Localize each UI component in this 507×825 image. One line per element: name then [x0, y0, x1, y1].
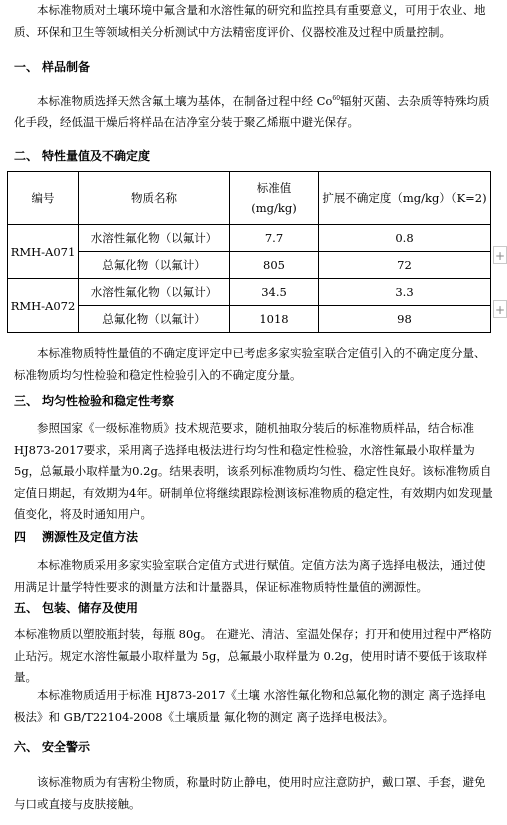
- section-4-heading: [14, 527, 138, 547]
- row-value: 1018: [230, 306, 319, 333]
- row-name: 总氟化物（以氟计）: [79, 252, 230, 279]
- section-5-paragraph-1: 本标准物质以塑胶瓶封装，每瓶 80g。 在避光、清洁、室温处保存；打开和使用过程中严格防止玷污。规定水溶性氟最小取样量为 5g，总氟最小取样量为 0.2g，使用时请不要低于该取样量。: [14, 627, 492, 684]
- section-2-number: 二、: [14, 149, 39, 163]
- row-uncertainty: 0.8: [319, 225, 491, 252]
- section-1-number: 一、: [14, 60, 39, 74]
- row-value: 34.5: [230, 279, 319, 306]
- section-4-number: 四: [14, 530, 27, 544]
- section-2-title: 特性量值及不确定度: [42, 149, 151, 163]
- section-6-heading: [14, 737, 90, 757]
- section-6-paragraph: 该标准物质为有害粉尘物质，称量时防止静电，使用时应注意防护，戴口罩、手套，避免与口或直接与皮肤接触。: [14, 775, 486, 811]
- row-name: 水溶性氟化物（以氟计）: [79, 225, 230, 252]
- header-name: 物质名称: [79, 172, 230, 225]
- row-code: RMH-A072: [8, 279, 79, 333]
- section-2-note: 本标准物质特性量值的不确定度评定中已考虑多家实验室联合定值引入的不确定度分量、标准物质均匀性检验和稳定性检验引入的不确定度分量。: [14, 346, 486, 382]
- section-5-number: 五、: [14, 601, 39, 615]
- section-6-number: 六、: [14, 740, 39, 754]
- property-value-table: [7, 171, 491, 333]
- header-code: 编号: [8, 172, 79, 225]
- section-3-title: 均匀性检验和稳定性考察: [42, 394, 175, 408]
- section-6-title: 安全警示: [42, 740, 91, 754]
- section-4-paragraph: 本标准物质采用多家实验室联合定值方式进行赋值。定值方法为离子选择电极法，通过使用满足计量学特性要求的测量方法和计量器具，保证标准物质特性量值的溯源性。: [14, 558, 486, 594]
- section-2-heading: [14, 146, 150, 166]
- table-row: [8, 306, 491, 333]
- row-uncertainty: 98: [319, 306, 491, 333]
- cobalt-superscript: 60: [332, 95, 341, 102]
- row-value: 805: [230, 252, 319, 279]
- section-1-paragraph: 本标准物质选择天然含氟土壤为基体，在制备过程中经 Co$^{60}$辐射灭菌、去杂质等特殊均质化手段，经低温干燥后将样品在洁净室分装于聚乙烯瓶中避光保存。: [14, 93, 490, 130]
- row-uncertainty: 72: [319, 252, 491, 279]
- section-5-title: 包装、储存及使用: [42, 601, 139, 615]
- table-add-row-button[interactable]: +: [493, 246, 507, 264]
- row-value: 7.7: [230, 225, 319, 252]
- table-row: [8, 252, 491, 279]
- header-uncertainty: 扩展不确定度（mg/kg）（K=2): [319, 172, 491, 225]
- section-5-paragraph-2: 本标准物质适用于标准 HJ873-2017《土壤 水溶性氟化物和总氟化物的测定 离子选择电极法》和 GB/T22104-2008《土壤质量 氟化物的测定 离子选择电极法》。: [14, 688, 486, 724]
- row-uncertainty: 3.3: [319, 279, 491, 306]
- row-name: 总氟化物（以氟计）: [79, 306, 230, 333]
- section-5-heading: [14, 598, 138, 618]
- section-3-paragraph: 参照国家《一级标准物质》技术规范要求，随机抽取分装后的标准物质样品，结合标准HJ873-2017要求，采用离子选择电极法进行均匀性和稳定性检验，水溶性氟最小取样量为5g，总氟最小取样量为0.2g。结果表明，该系列标准物质均匀性、稳定性良好。该标准物质自定值日期起，有效期为4年。研制单位将继续跟踪检测该标准物质的稳定性，有效期内如发现量值变化，将及时通知用户。: [14, 421, 493, 521]
- section-1-heading: [14, 57, 90, 77]
- row-code: RMH-A071: [8, 225, 79, 279]
- section-3-number: 三、: [14, 394, 39, 408]
- table-header-row: [8, 172, 491, 225]
- section-3-heading: [14, 391, 174, 411]
- header-value: 标准值 (mg/kg): [230, 172, 319, 225]
- table-row: [8, 225, 491, 252]
- intro-paragraph: 本标准物质对土壤环境中氟含量和水溶性氟的研究和监控具有重要意义，可用于农业、地质、环保和卫生等领域相关分析测试中方法精密度评价、仪器校准及过程中质量控制。: [14, 3, 486, 39]
- row-name: 水溶性氟化物（以氟计）: [79, 279, 230, 306]
- table-add-row-button[interactable]: +: [493, 300, 507, 318]
- section-4-title: 溯源性及定值方法: [42, 530, 139, 544]
- section-1-title: 样品制备: [42, 60, 91, 74]
- table-row: [8, 279, 491, 306]
